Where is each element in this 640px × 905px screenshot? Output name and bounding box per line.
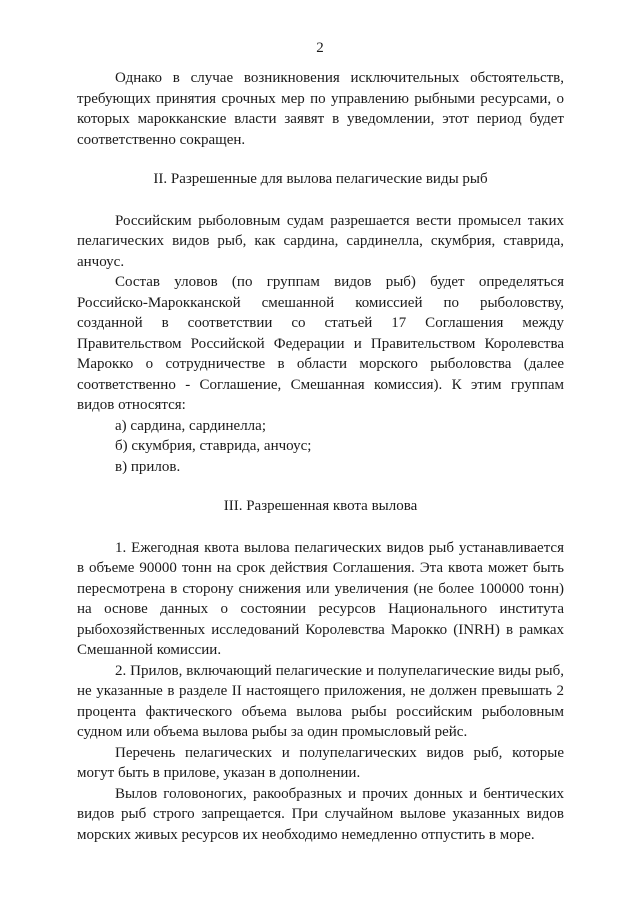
section-3-paragraph-4: Вылов головоногих, ракообразных и прочих донных и бентических видов рыб строго запрещается. При случайном вылове указанных видов морских живых ресурсов их необходимо немедленно отпустить в море.	[77, 785, 564, 843]
section-2-list-item-c: в) прилов.	[115, 458, 181, 475]
section-2-heading: II. Разрешенные для вылова пелагические виды рыб	[153, 171, 488, 187]
section-3-paragraph-2: 2. Прилов, включающий пелагические и полупелагические виды рыб, не указанные в разделе II настоящего приложения, не должен превышать 2 процента фактического объема вылова рыбы российским рыболовным судном или объема вылова рыбы за один промысловый рейс.	[77, 662, 564, 740]
page-number: 2	[316, 40, 324, 56]
section-2-paragraph-1: Российским рыболовным судам разрешается вести промысел таких пелагических видов рыб, как сардина, сардинелла, скумбрия, ставрида, анчоус.	[77, 212, 564, 270]
section-2-paragraph-2: Состав уловов (по группам видов рыб) будет определяться Российско-Марокканской смешанной комиссией по рыболовству, созданной в соответствии со статьей 17 Соглашения между Правительством Российской Федерации и Правительством Королевства Марокко о сотрудничестве в области морского рыболовства (далее соответственно - Соглашение, Смешанная комиссия). К этим группам видов относятся:	[77, 274, 564, 413]
section-2-list-item-a: а) сардина, сардинелла;	[115, 417, 266, 434]
document-body	[77, 68, 564, 845]
section-2-list-item-b: б) скумбрия, ставрида, анчоус;	[115, 438, 312, 454]
section-3-heading: III. Разрешенная квота вылова	[223, 498, 418, 514]
section-3-paragraph-3: Перечень пелагических и полупелагических видов рыб, которые могут быть в прилове, указан в дополнении.	[77, 744, 564, 781]
intro-paragraph: Однако в случае возникновения исключительных обстоятельств, требующих принятия срочных мер по управлению рыбными ресурсами, о которых марокканские власти заявят в уведомлении, этот период будет соответственно сокращен.	[77, 70, 564, 148]
section-3-paragraph-1: 1. Ежегодная квота вылова пелагических видов рыб устанавливается в объеме 90000 тонн на срок действия Соглашения. Эта квота может быть пересмотрена в сторону снижения или увеличения (не более 100000 тонн) на основе данных о состоянии ресурсов Национального института рыбохозяйственных исследований Королевства Марокко (INRH) в рамках Смешанной комиссии.	[77, 539, 564, 658]
